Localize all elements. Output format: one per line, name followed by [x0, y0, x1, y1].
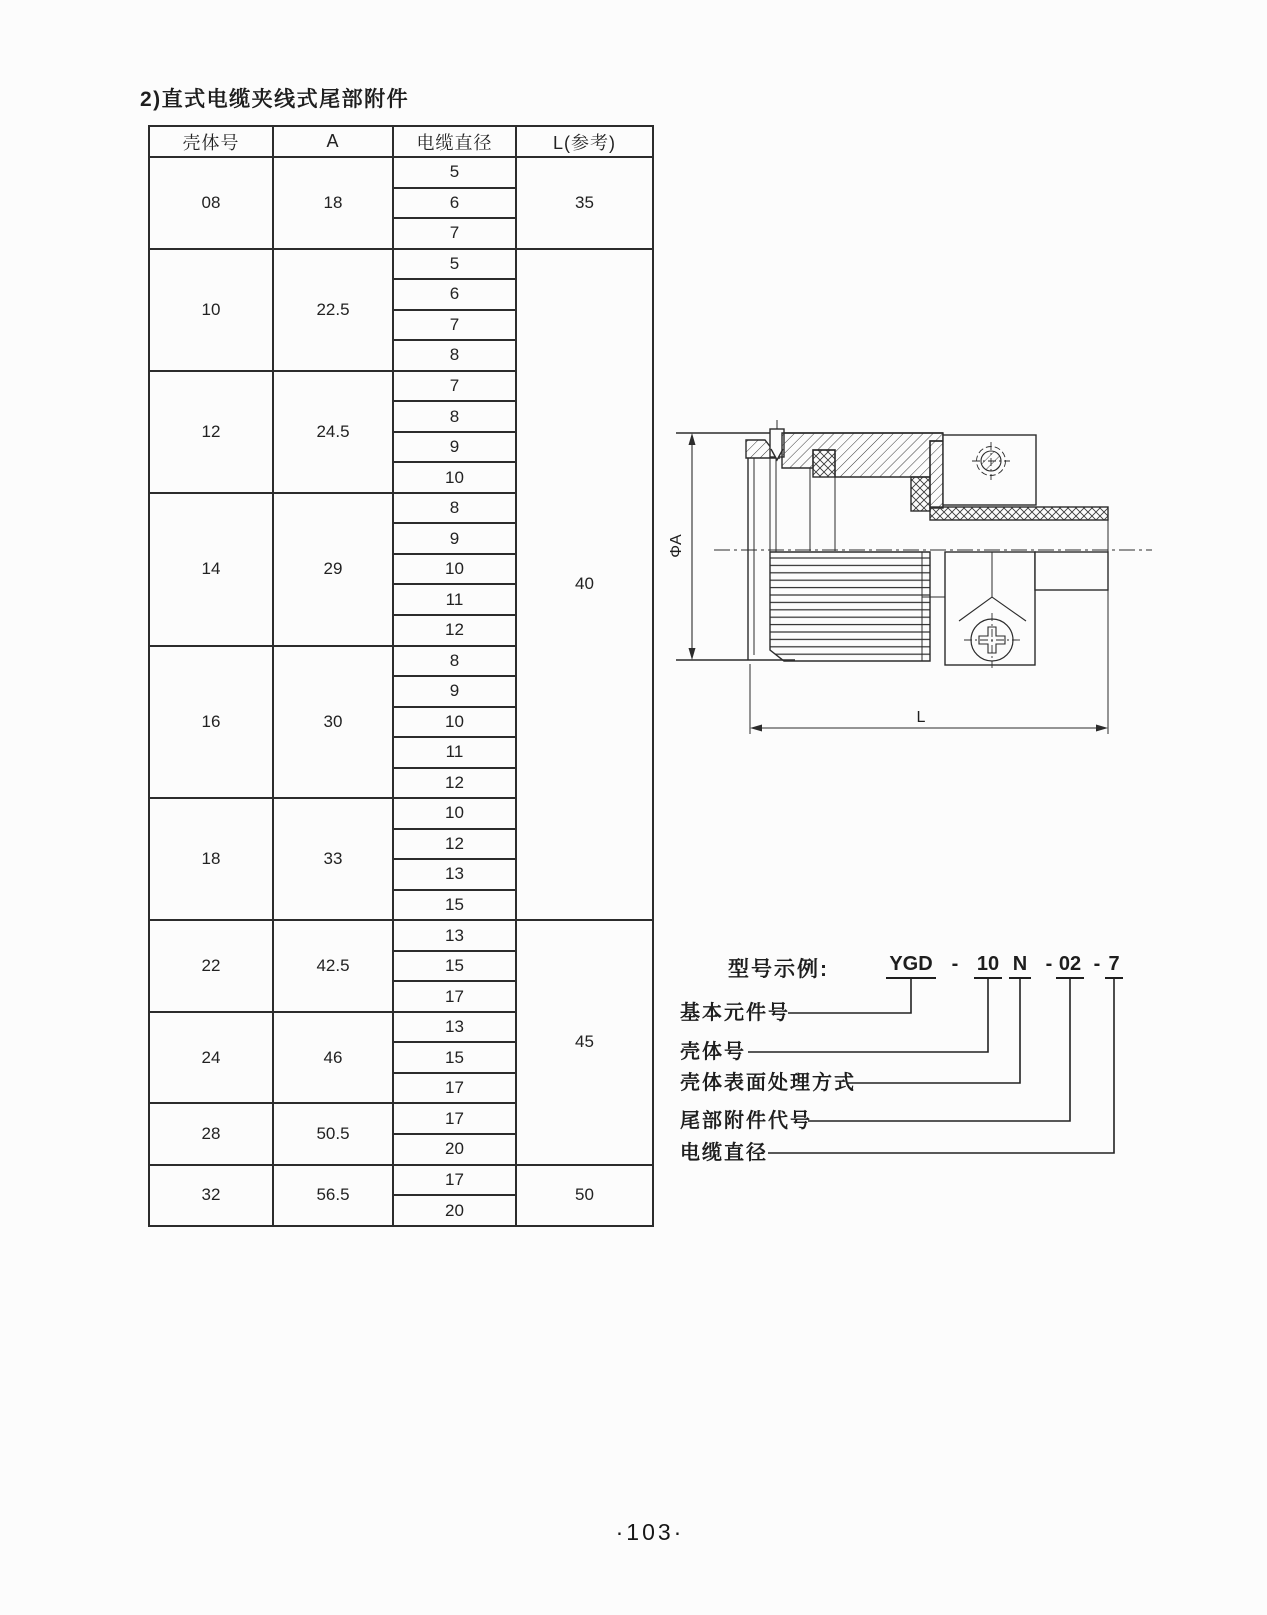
model-separator: -: [1093, 953, 1101, 975]
model-segment: N: [1009, 953, 1031, 979]
cable-braid: [930, 507, 1108, 552]
leader-tail-accessory: [808, 979, 1070, 1121]
shell-hatched-section: [782, 433, 943, 477]
cell-cable-diameter: 13: [393, 859, 516, 890]
cell-cable-diameter: 10: [393, 798, 516, 829]
cell-a-value: 30: [273, 646, 393, 799]
cell-cable-diameter: 8: [393, 340, 516, 371]
cell-cable-diameter: 5: [393, 249, 516, 280]
cell-a-value: 33: [273, 798, 393, 920]
seal-ring-section: [813, 450, 835, 477]
callout-cable-diameter: 电缆直径: [680, 1142, 768, 1164]
cell-cable-diameter: 10: [393, 707, 516, 738]
cell-cable-diameter: 8: [393, 401, 516, 432]
cell-cable-diameter: 12: [393, 615, 516, 646]
cell-shell-number: 10: [149, 249, 273, 371]
cell-cable-diameter: 7: [393, 371, 516, 402]
cell-cable-diameter: 12: [393, 829, 516, 860]
model-separator: -: [1045, 953, 1053, 975]
cell-l-reference: 35: [516, 157, 653, 249]
knurled-nut: [770, 552, 945, 661]
header-a: A: [273, 126, 393, 157]
cell-cable-diameter: 11: [393, 584, 516, 615]
cell-shell-number: 12: [149, 371, 273, 493]
section-title: 2)直式电缆夹线式尾部附件: [140, 88, 410, 111]
cell-shell-number: 14: [149, 493, 273, 646]
dim-l-label: L: [916, 709, 926, 726]
table-row: [149, 157, 653, 188]
arrowhead-right-icon: [1096, 725, 1108, 732]
cell-a-value: 56.5: [273, 1165, 393, 1226]
cell-cable-diameter: 20: [393, 1195, 516, 1226]
cell-cable-diameter: 13: [393, 1012, 516, 1043]
arrowhead-down-icon: [689, 648, 696, 660]
cell-a-value: 50.5: [273, 1103, 393, 1164]
model-example-caption: 型号示例:: [728, 958, 829, 981]
cell-shell-number: 28: [149, 1103, 273, 1164]
cell-a-value: 29: [273, 493, 393, 646]
cell-l-reference: 45: [516, 920, 653, 1164]
cell-cable-diameter: 12: [393, 768, 516, 799]
grommet-section: [911, 477, 930, 511]
header-cable-diameter: 电缆直径: [393, 126, 516, 157]
cell-cable-diameter: 7: [393, 218, 516, 249]
arrowhead-up-icon: [689, 433, 696, 445]
model-segment: 10: [974, 953, 1002, 979]
leader-shell-number: [748, 979, 988, 1052]
cell-l-reference: 40: [516, 249, 653, 921]
cell-cable-diameter: 9: [393, 676, 516, 707]
table-row: [149, 1165, 653, 1196]
callout-leader-lines: [640, 940, 1140, 1165]
cell-cable-diameter: 8: [393, 646, 516, 677]
model-separator: -: [951, 953, 959, 975]
braid-strip-section: [930, 507, 1108, 520]
clamp-saddle-block: [943, 435, 1036, 505]
table-header-row: [149, 126, 653, 157]
arrowhead-left-icon: [750, 725, 762, 732]
model-segment: YGD: [886, 953, 936, 979]
cell-shell-number: 08: [149, 157, 273, 249]
header-l-reference: L(参考): [516, 126, 653, 157]
connector-cross-section-drawing: [640, 400, 1170, 750]
cell-cable-diameter: 9: [393, 523, 516, 554]
cell-shell-number: 24: [149, 1012, 273, 1104]
cell-cable-diameter: 17: [393, 1103, 516, 1134]
table-row: [149, 920, 653, 951]
cell-l-reference: 50: [516, 1165, 653, 1226]
header-shell-number: 壳体号: [149, 126, 273, 157]
callout-surface-treatment: 壳体表面处理方式: [680, 1072, 856, 1094]
callout-tail-accessory: 尾部附件代号: [680, 1110, 812, 1132]
cell-shell-number: 18: [149, 798, 273, 920]
cell-shell-number: 22: [149, 920, 273, 1012]
cell-shell-number: 16: [149, 646, 273, 799]
dim-phi-a-label: ΦA: [668, 534, 685, 558]
cell-shell-number: 32: [149, 1165, 273, 1226]
leader-basic-component: [788, 979, 911, 1013]
cell-cable-diameter: 15: [393, 1042, 516, 1073]
spec-table-body: [149, 157, 653, 1226]
leader-cable-diameter: [768, 979, 1114, 1153]
spec-table: [148, 125, 654, 1227]
cell-a-value: 46: [273, 1012, 393, 1104]
cell-cable-diameter: 5: [393, 157, 516, 188]
cell-cable-diameter: 8: [393, 493, 516, 524]
model-segment: 7: [1105, 953, 1123, 979]
callout-basic-component: 基本元件号: [680, 1002, 790, 1024]
cable-clamp: [945, 552, 1108, 668]
table-row: [149, 249, 653, 280]
cell-a-value: 24.5: [273, 371, 393, 493]
cell-cable-diameter: 13: [393, 920, 516, 951]
model-segment: 02: [1056, 953, 1084, 979]
cell-cable-diameter: 20: [393, 1134, 516, 1165]
cell-cable-diameter: 17: [393, 981, 516, 1012]
rear-step-section: [1035, 552, 1108, 590]
cell-cable-diameter: 15: [393, 951, 516, 982]
cell-cable-diameter: 17: [393, 1073, 516, 1104]
cell-cable-diameter: 17: [393, 1165, 516, 1196]
page-number: ·103·: [615, 1519, 685, 1545]
cell-cable-diameter: 11: [393, 737, 516, 768]
cell-a-value: 42.5: [273, 920, 393, 1012]
cell-cable-diameter: 15: [393, 890, 516, 921]
cell-cable-diameter: 6: [393, 188, 516, 219]
cell-a-value: 22.5: [273, 249, 393, 371]
cell-cable-diameter: 6: [393, 279, 516, 310]
cell-cable-diameter: 7: [393, 310, 516, 341]
cell-cable-diameter: 10: [393, 554, 516, 585]
cell-cable-diameter: 9: [393, 432, 516, 463]
leader-surface-treatment: [848, 979, 1020, 1083]
cell-cable-diameter: 10: [393, 462, 516, 493]
callout-shell-number: 壳体号: [680, 1041, 746, 1063]
cell-a-value: 18: [273, 157, 393, 249]
